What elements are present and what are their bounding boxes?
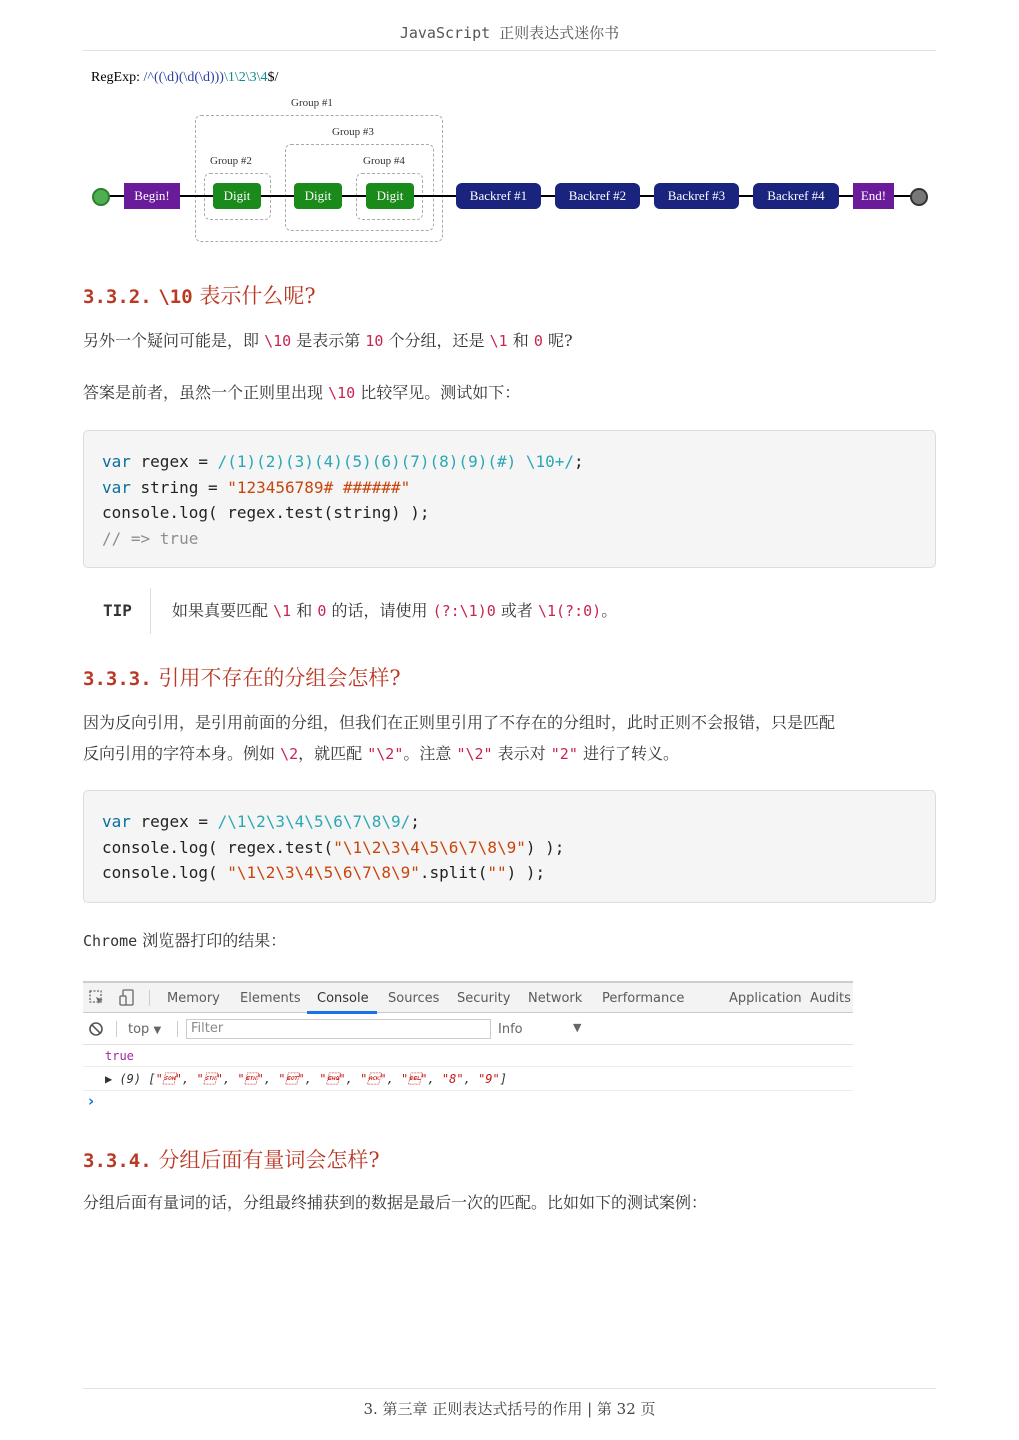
- tab-elements[interactable]: Elements: [240, 991, 301, 1006]
- regex-pattern-close: $/: [267, 70, 279, 85]
- section-heading-3-3-4: [83, 1144, 380, 1174]
- inline-code: (?:\1)0: [432, 602, 496, 620]
- array-item: "": [237, 1072, 264, 1086]
- text: 如果真要匹配: [172, 601, 274, 620]
- inline-code: "\2": [367, 745, 404, 763]
- code-line: [102, 449, 917, 475]
- code-keyword: var: [102, 477, 131, 497]
- code-text: regex =: [130, 452, 218, 471]
- context-value: top: [128, 1022, 150, 1037]
- console-output-true: true: [105, 1049, 134, 1063]
- array-suffix: ]: [499, 1072, 507, 1086]
- paragraph-3-3-2-1: [83, 325, 573, 357]
- console-message-true: [83, 1045, 853, 1067]
- backref-node-1: Backref #1: [456, 183, 541, 209]
- header-rule: [83, 50, 936, 51]
- text: 和: [507, 331, 534, 350]
- begin-node: Begin!: [124, 183, 180, 209]
- array-item: "": [196, 1072, 223, 1086]
- backref-node-3: Backref #3: [654, 183, 739, 209]
- tab-audits[interactable]: Audits: [810, 991, 851, 1006]
- regex-pattern-groups: ((\d)(\d(\d))): [153, 70, 224, 85]
- page-footer: 3. 第三章 正则表达式括号的作用 | 第 32 页: [363, 1400, 656, 1418]
- digit-node-2: Digit: [294, 183, 342, 209]
- heading-title: 表示什么呢?: [192, 284, 316, 308]
- tab-memory[interactable]: Memory: [167, 991, 220, 1006]
- inline-code: \2: [280, 745, 299, 763]
- text: 因为反向引用，是引用前面的分组，但我们在正则里引用了不存在的分组时，此时正则不会报错，只是匹配: [83, 713, 836, 732]
- section-heading-3-3-3: [83, 662, 401, 692]
- tab-network[interactable]: Network: [528, 991, 583, 1006]
- code-text: ;: [410, 812, 420, 831]
- inline-code: \1(?:0): [537, 602, 602, 620]
- group-1-label: Group #1: [291, 97, 333, 109]
- regex-pattern-open: /^: [143, 70, 154, 85]
- digit-node-1: Digit: [213, 183, 261, 209]
- heading-title: 分组后面有量词会怎样?: [151, 1148, 380, 1172]
- code-text: regex =: [130, 812, 218, 831]
- code-line: [102, 860, 917, 886]
- tip-label: TIP: [103, 601, 132, 620]
- inline-code: "2": [550, 745, 578, 763]
- log-level-selector[interactable]: [498, 1022, 523, 1037]
- clear-console-icon[interactable]: [88, 1021, 104, 1037]
- tab-performance[interactable]: Performance: [602, 991, 685, 1006]
- console-message-array[interactable]: [83, 1067, 853, 1091]
- inline-code: \10: [264, 332, 292, 350]
- digit-node-3: Digit: [366, 183, 414, 209]
- paragraph-3-3-3-1: [83, 707, 953, 770]
- code-text: ) );: [525, 837, 565, 857]
- code-line: console.log( regex.test(string) );: [102, 503, 430, 522]
- tab-application[interactable]: Application: [729, 991, 802, 1006]
- footer-rule: [83, 1388, 936, 1389]
- code-text: string =: [130, 477, 228, 497]
- text: 和: [291, 601, 318, 620]
- section-number: 3.3.2.: [83, 286, 152, 308]
- dropdown-arrow-icon: ▼: [153, 1025, 162, 1036]
- regex-label-prefix: RegExp:: [91, 70, 140, 85]
- code-text: console.log( regex.test(: [102, 837, 334, 857]
- inline-code: "\2": [456, 745, 493, 763]
- code-string: "\1\2\3\4\5\6\7\8\9": [333, 837, 526, 857]
- code-string: "": [487, 863, 507, 882]
- array-item: "": [360, 1072, 387, 1086]
- text: 进行了转义。: [577, 744, 679, 763]
- code-line: [102, 835, 917, 861]
- end-terminal-icon: [910, 188, 928, 206]
- text: 呢?: [542, 331, 573, 350]
- text: 是表示第: [291, 331, 366, 350]
- array-item: "": [401, 1072, 428, 1086]
- devtools-tab-bar: [83, 981, 853, 1013]
- devtools-screenshot: [83, 981, 853, 1111]
- section-heading-3-3-2: [83, 280, 316, 310]
- inspect-element-icon[interactable]: [89, 990, 105, 1006]
- tip-separator: [150, 588, 151, 634]
- text: 答案是前者，虽然一个正则里出现: [83, 383, 329, 402]
- tab-console[interactable]: Console: [317, 991, 369, 1006]
- inline-mono: Chrome: [83, 932, 138, 950]
- text: 比较罕见。测试如下：: [355, 383, 521, 402]
- group-4-label: Group #4: [363, 155, 405, 167]
- text: 。注意: [403, 744, 457, 763]
- text: 浏览器打印的结果：: [137, 931, 287, 950]
- log-level-value: Info: [498, 1022, 523, 1037]
- context-selector[interactable]: [128, 1022, 161, 1037]
- inline-code: \1: [273, 602, 292, 620]
- code-text: ) );: [506, 863, 546, 882]
- array-item: "": [155, 1072, 183, 1086]
- text: 。: [601, 601, 618, 620]
- toolbar-divider: [177, 1021, 178, 1037]
- array-item: "9": [478, 1072, 500, 1086]
- log-level-dropdown-icon[interactable]: ▼: [573, 1021, 582, 1034]
- code-text: .split(: [419, 863, 488, 882]
- running-header: JavaScript 正则表达式迷你书: [399, 24, 620, 42]
- toolbar-divider: [116, 1021, 117, 1037]
- paragraph-3-3-4-1: 分组后面有量词的话，分组最终捕获到的数据是最后一次的匹配。比如如下的测试案例：: [83, 1193, 708, 1212]
- inline-code: \10: [328, 384, 356, 402]
- code-text: console.log(: [102, 863, 228, 882]
- code-line: [102, 475, 917, 501]
- start-terminal-icon: [92, 188, 110, 206]
- paragraph-chrome-result: [83, 925, 286, 957]
- text: 个分组，还是: [383, 331, 490, 350]
- text: ，就匹配: [298, 744, 368, 763]
- code-comment: // => true: [102, 528, 199, 548]
- code-string: "\1\2\3\4\5\6\7\8\9": [227, 863, 420, 882]
- tab-divider: [149, 990, 150, 1006]
- console-output-array: ▶ (9) ["", "", "", "", "", "", "", "8", "9"]: [105, 1072, 507, 1086]
- inline-code: 0: [533, 332, 543, 350]
- tip-text: [172, 595, 617, 627]
- code-block-1: [83, 430, 936, 568]
- code-keyword: var: [102, 452, 131, 471]
- text: 的话，请使用: [326, 601, 433, 620]
- inline-code: \1: [489, 332, 508, 350]
- console-toolbar: [83, 1013, 853, 1045]
- end-node: End!: [853, 183, 894, 209]
- regex-label: [91, 70, 278, 86]
- inline-code: 10: [365, 332, 384, 350]
- code-regex: /(1)(2)(3)(4)(5)(6)(7)(8)(9)(#) \10+/: [217, 452, 575, 471]
- code-string: "123456789# ######": [227, 477, 411, 497]
- regex-pattern-backrefs: \1\2\3\4: [223, 70, 268, 85]
- code-keyword: var: [102, 812, 131, 831]
- array-item: "8": [441, 1072, 464, 1086]
- filter-input[interactable]: [186, 1019, 491, 1039]
- code-line: [102, 809, 917, 835]
- backref-node-2: Backref #2: [555, 183, 640, 209]
- tab-security[interactable]: Security: [457, 991, 511, 1006]
- array-item: "": [278, 1072, 305, 1086]
- text: 表示对: [492, 744, 551, 763]
- inline-code: 0: [317, 602, 327, 620]
- array-prefix: ▶ (9) [: [105, 1072, 156, 1086]
- filter-placeholder: Filter: [191, 1021, 224, 1036]
- code-block-2: [83, 790, 936, 903]
- device-toolbar-icon[interactable]: [119, 989, 135, 1007]
- backref-node-4: Backref #4: [753, 183, 839, 209]
- text: 另外一个疑问可能是，即: [83, 331, 265, 350]
- heading-code: \10: [158, 286, 193, 308]
- array-item: "": [319, 1072, 346, 1086]
- code-text: ;: [574, 452, 584, 471]
- console-prompt-icon[interactable]: ›: [88, 1092, 95, 1110]
- group-3-label: Group #3: [332, 126, 374, 138]
- heading-title: 引用不存在的分组会怎样?: [151, 666, 401, 690]
- tab-sources[interactable]: Sources: [388, 991, 440, 1006]
- text: 反向引用的字符本身。例如: [83, 744, 281, 763]
- paragraph-3-3-2-2: [83, 377, 520, 409]
- code-regex: /\1\2\3\4\5\6\7\8\9/: [217, 812, 411, 831]
- section-number: 3.3.3.: [83, 668, 152, 690]
- text: 或者: [495, 601, 538, 620]
- group-2-label: Group #2: [210, 155, 252, 167]
- section-number: 3.3.4.: [83, 1150, 152, 1172]
